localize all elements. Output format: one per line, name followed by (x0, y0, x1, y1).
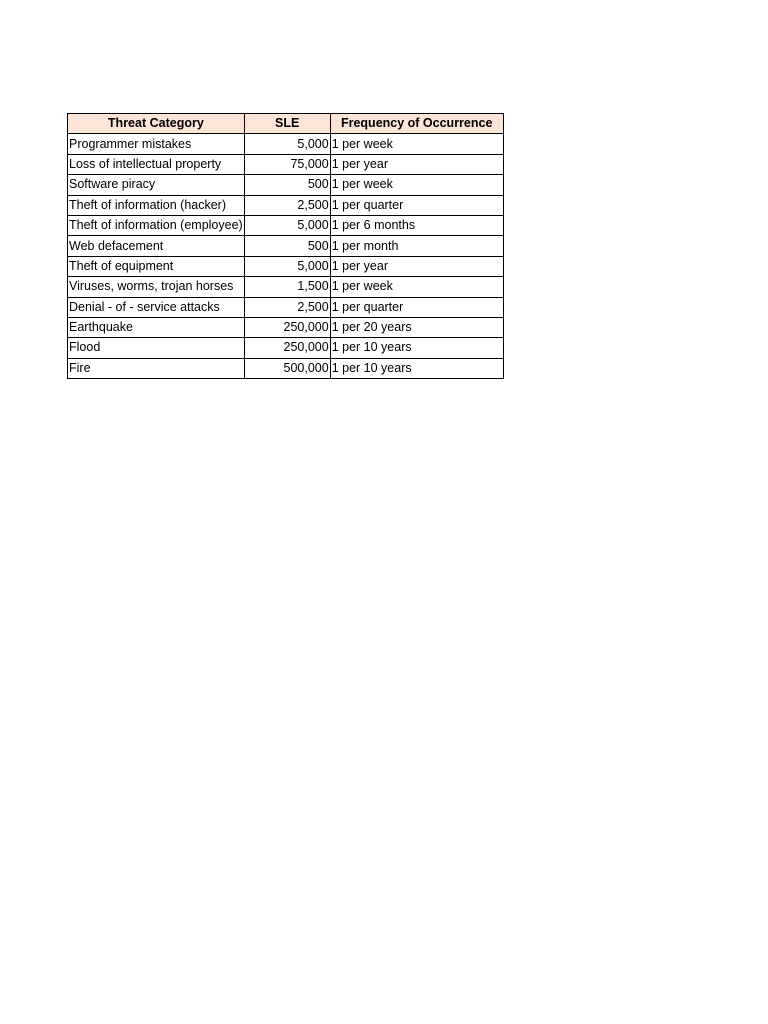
cell-sle[interactable]: 1,500 (244, 277, 330, 297)
table-header-row (68, 114, 504, 134)
cell-category[interactable]: Theft of equipment (68, 256, 245, 276)
cell-frequency[interactable]: 1 per year (330, 154, 503, 174)
cell-frequency[interactable]: 1 per 10 years (330, 358, 503, 378)
cell-frequency[interactable]: 1 per quarter (330, 297, 503, 317)
cell-category[interactable]: Fire (68, 358, 245, 378)
cell-category[interactable]: Web defacement (68, 236, 245, 256)
cell-category[interactable]: Viruses, worms, trojan horses (68, 277, 245, 297)
table-row (68, 175, 504, 195)
table-row (68, 338, 504, 358)
cell-sle[interactable]: 500 (244, 175, 330, 195)
cell-frequency[interactable]: 1 per quarter (330, 195, 503, 215)
cell-frequency[interactable]: 1 per week (330, 277, 503, 297)
cell-category[interactable]: Flood (68, 338, 245, 358)
table-row (68, 256, 504, 276)
cell-frequency[interactable]: 1 per 6 months (330, 215, 503, 235)
cell-frequency[interactable]: 1 per week (330, 175, 503, 195)
header-sle[interactable]: SLE (244, 114, 330, 134)
cell-category[interactable]: Theft of information (hacker) (68, 195, 245, 215)
header-threat-category[interactable]: Threat Category (68, 114, 245, 134)
cell-sle[interactable]: 2,500 (244, 195, 330, 215)
cell-frequency[interactable]: 1 per week (330, 134, 503, 154)
table-row (68, 215, 504, 235)
table-row (68, 317, 504, 337)
cell-sle[interactable]: 500,000 (244, 358, 330, 378)
cell-frequency[interactable]: 1 per 10 years (330, 338, 503, 358)
table-row (68, 195, 504, 215)
threat-table (67, 113, 504, 379)
cell-frequency[interactable]: 1 per 20 years (330, 317, 503, 337)
cell-frequency[interactable]: 1 per month (330, 236, 503, 256)
cell-category[interactable]: Theft of information (employee) (68, 215, 245, 235)
header-frequency[interactable]: Frequency of Occurrence (330, 114, 503, 134)
cell-sle[interactable]: 2,500 (244, 297, 330, 317)
cell-frequency[interactable]: 1 per year (330, 256, 503, 276)
table-row (68, 134, 504, 154)
cell-sle[interactable]: 250,000 (244, 338, 330, 358)
table-row (68, 154, 504, 174)
cell-category[interactable]: Software piracy (68, 175, 245, 195)
cell-sle[interactable]: 250,000 (244, 317, 330, 337)
cell-sle[interactable]: 500 (244, 236, 330, 256)
cell-sle[interactable]: 5,000 (244, 256, 330, 276)
cell-sle[interactable]: 5,000 (244, 215, 330, 235)
cell-category[interactable]: Programmer mistakes (68, 134, 245, 154)
table-row (68, 236, 504, 256)
cell-category[interactable]: Earthquake (68, 317, 245, 337)
cell-category[interactable]: Loss of intellectual property (68, 154, 245, 174)
table-row (68, 277, 504, 297)
cell-sle[interactable]: 5,000 (244, 134, 330, 154)
cell-sle[interactable]: 75,000 (244, 154, 330, 174)
cell-category[interactable]: Denial - of - service attacks (68, 297, 245, 317)
table-row (68, 297, 504, 317)
table-row (68, 358, 504, 378)
